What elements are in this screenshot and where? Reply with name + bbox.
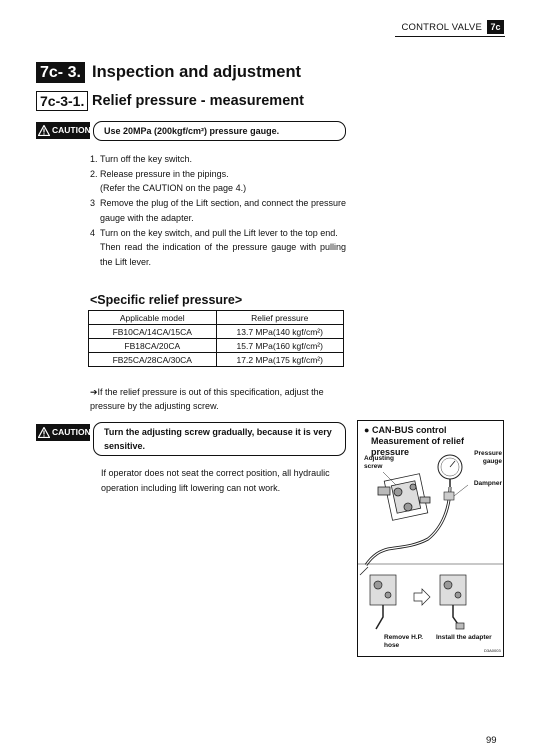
warning-triangle-icon [38,427,50,438]
step-item: (Refer the CAUTION on the page 4.) [100,183,247,194]
figure-title-line: ● CAN-BUS control [364,425,447,435]
spec-note [90,385,348,413]
note-text: If the relief pressure is out of this specification, adjust the pressure by the adjusting screw. [90,387,324,411]
caution-message: Use 20MPa (200kgf/cm²) pressure gauge. [93,121,346,141]
table-row [89,339,344,353]
label-adjusting-screw: Adjusting screw [364,455,394,470]
model-cell: FB18CA/20CA [89,339,217,353]
subsection-title: Relief pressure - measurement [92,93,304,109]
step-item: 3 Remove the plug of the Lift section, and connect the pressure gauge with the adapter. [90,198,346,223]
pressure-cell: 13.7 MPa(140 kgf/cm²) [216,325,344,339]
subsection-number: 7c-3-1. [36,91,88,111]
arrow-right-icon: ➔ [90,387,98,397]
header-rule [395,36,505,37]
label-remove-hose: Remove H.P. hose [384,634,423,649]
caution-message: Turn the adjusting screw gradually, because it is very sensitive. [93,422,346,456]
page-number: 99 [486,735,497,746]
valve-diagram [358,447,503,655]
bullet-icon: ● [364,425,370,435]
figure-title-line: Measurement of relief pressure [371,436,465,457]
figure-code: D3A0003 [484,648,501,653]
pressure-cell: 17.2 MPa(175 kgf/cm²) [216,353,344,367]
chapter-badge: 7c [487,20,504,34]
model-cell: FB25CA/28CA/30CA [89,353,217,367]
section-number: 7c- 3. [36,62,85,83]
step-item: Then read the indication of the pressure gauge with pulling the Lift lever. [100,242,346,267]
step-item: 1. Turn off the key switch. [90,154,193,164]
caution-badge [36,122,90,139]
column-header: Relief pressure [216,311,344,325]
table-row [89,353,344,367]
pressure-cell: 15.7 MPa(160 kgf/cm²) [216,339,344,353]
warning-triangle-icon [38,125,50,136]
caution-badge [36,424,90,441]
table-row [89,325,344,339]
spec-heading: <Specific relief pressure> [90,293,243,307]
caution-label: CAUTION [52,427,91,437]
relief-pressure-table [88,310,344,367]
label-pressure-gauge: Pressure gauge [474,450,502,465]
column-header: Applicable model [89,311,217,325]
procedure-steps [90,152,346,270]
label-dampner: Dampner [473,480,502,487]
model-cell: FB10CA/14CA/15CA [89,325,217,339]
label-install-adapter: Install the adapter [436,634,492,641]
body-paragraph: If operator does not seat the correct position, all hydraulic operation including lift lowering can not work. [101,468,330,493]
arrow-right-icon [414,589,430,605]
section-title: Inspection and adjustment [92,63,302,81]
step-item: 4 Turn on the key switch, and pull the Lift lever to the top end. [90,227,338,238]
step-item: 2. Release pressure in the pipings. [90,168,229,179]
caution-label: CAUTION [52,125,91,135]
table-header-row [89,311,344,325]
running-header: CONTROL VALVE [401,22,482,33]
